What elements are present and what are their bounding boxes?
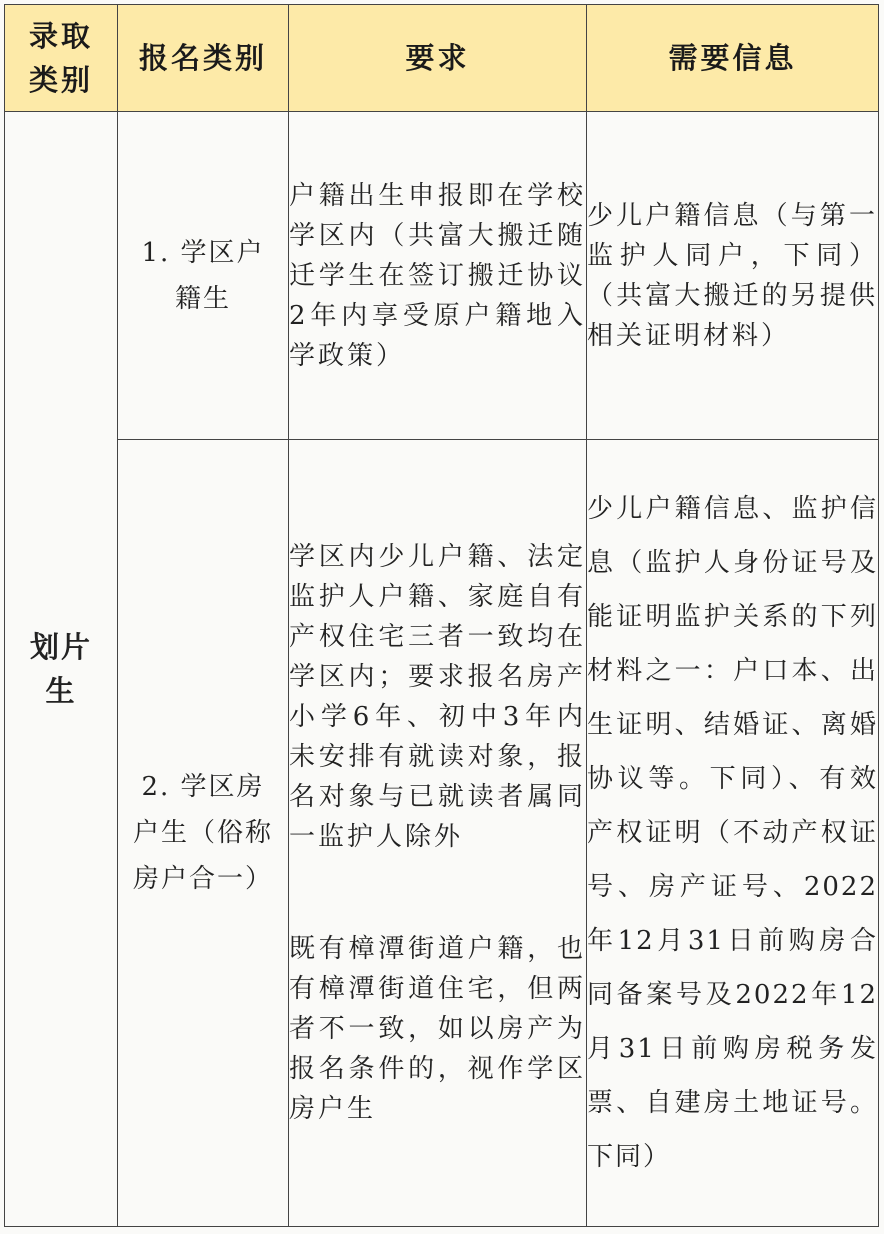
requirement-cell <box>289 440 587 1227</box>
info-text: 少儿户籍信息、监护信息（监护人身份证号及能证明监护关系的下列材料之一：户口本、出生证明、结婚证、离婚协议等。下同）、有效产权证明（不动产权证号、房产证号、2022年12月31日前购房合同备案号及2022年12月31日前购房税务发票、自建房土地证号。下同） <box>587 494 878 1172</box>
type-line1: 1. 学区户 <box>141 237 265 268</box>
header-requirement: 要求 <box>289 5 587 112</box>
requirement-text-2: 既有樟潭街道户籍，也有樟潭街道住宅，但两者不一致，如以房产为报名条件的，视作学区房户生 <box>289 934 586 1124</box>
info-cell <box>587 440 879 1227</box>
header-category <box>5 5 118 112</box>
requirement-text: 学区内少儿户籍、法定监护人户籍、家庭自有产权住宅三者一致均在学区内；要求报名房产小学6年、初中3年内未安排有就读对象，报名对象与已就读者属同一监护人除外 <box>289 542 586 852</box>
header-category-line1: 录取 <box>28 19 93 53</box>
header-type: 报名类别 <box>118 5 289 112</box>
requirement-cell <box>289 112 587 440</box>
table-row <box>5 440 879 1227</box>
paragraph-gap <box>289 857 586 929</box>
type-cell <box>118 440 289 1227</box>
requirement-text: 户籍出生申报即在学校学区内（共富大搬迁随迁学生在签订搬迁协议2年内享受原户籍地入学政策） <box>289 180 586 371</box>
category-line1: 划片 <box>29 630 92 664</box>
info-cell <box>587 112 879 440</box>
category-line2: 生 <box>45 674 77 708</box>
type-line1: 2. 学区房 <box>141 772 265 802</box>
header-info: 需要信息 <box>587 5 879 112</box>
header-category-line2: 类别 <box>28 63 93 97</box>
type-line2: 籍生 <box>174 283 231 314</box>
category-cell <box>5 112 118 1227</box>
table-row <box>5 112 879 440</box>
type-cell <box>118 112 289 440</box>
header-row <box>5 5 879 112</box>
type-line3: 房户合一） <box>132 864 273 894</box>
info-text: 少儿户籍信息（与第一监护人同户，下同）（共富大搬迁的另提供相关证明材料） <box>587 200 878 351</box>
enrollment-table <box>4 4 879 1227</box>
type-line2: 户生（俗称 <box>132 818 273 848</box>
